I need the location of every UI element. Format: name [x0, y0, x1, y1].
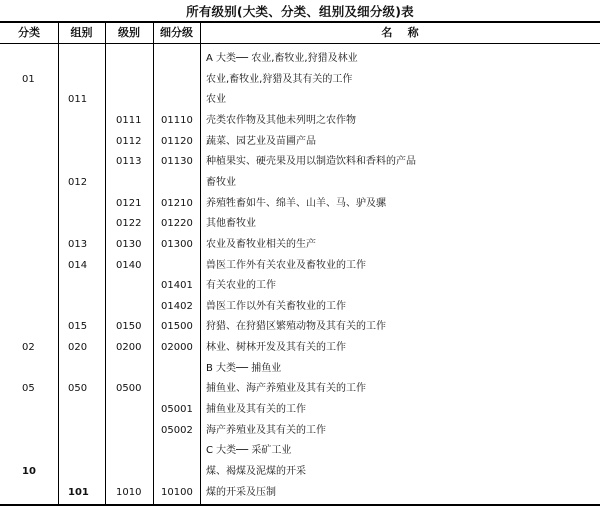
item-name: 兽医工作外有关农业及畜牧业的工作	[206, 259, 366, 271]
subclass-code: 01401	[161, 280, 193, 292]
category-code: 01	[22, 73, 35, 85]
subclass-code: 01110	[161, 114, 193, 126]
subclass-code: 01130	[161, 156, 193, 168]
item-name: 畜牧业	[206, 176, 236, 188]
item-name: B 大类── 捕鱼业	[206, 362, 282, 374]
table-row	[0, 359, 600, 379]
group-code	[68, 152, 108, 172]
group-code	[68, 111, 108, 131]
table-row	[0, 441, 600, 461]
item-name: 狩猎、在狩猎区繁殖动物及其有关的工作	[206, 321, 386, 333]
table-row	[0, 173, 600, 193]
table-row	[0, 194, 600, 214]
category-code: 02	[22, 342, 35, 354]
class-code	[116, 173, 156, 193]
subclass-code	[161, 359, 201, 379]
group-code: 011	[68, 94, 88, 106]
category-code	[22, 235, 62, 255]
group-code: 050	[68, 383, 88, 395]
subclass-code: 01300	[161, 238, 193, 250]
subclass-code: 01210	[161, 197, 193, 209]
class-code	[116, 49, 156, 69]
category-code	[22, 132, 62, 152]
table-row	[0, 379, 600, 399]
table-row	[0, 132, 600, 152]
class-code: 0140	[116, 259, 142, 271]
category-code	[22, 173, 62, 193]
table-row	[0, 421, 600, 441]
subclass-code: 01402	[161, 300, 193, 312]
group-code	[68, 132, 108, 152]
table-title: 所有级别(大类、分类、组别及细分级)表	[186, 4, 414, 19]
item-name: 农业,畜牧业,狩猎及其有关的工作	[206, 73, 353, 85]
item-name: 林业、树林开发及其有关的工作	[206, 342, 346, 354]
subclass-code: 01220	[161, 218, 193, 230]
subclass-code	[161, 379, 201, 399]
category-code	[22, 276, 62, 296]
class-code: 0130	[116, 238, 142, 250]
category-code	[22, 400, 62, 420]
table-row	[0, 400, 600, 420]
subclass-code: 05002	[161, 424, 193, 436]
class-code: 0122	[116, 218, 142, 230]
class-code: 0113	[116, 156, 142, 168]
item-name: 养殖牲畜如牛、绵羊、山羊、马、驴及骡	[206, 197, 386, 209]
category-code	[22, 359, 62, 379]
table-row	[0, 297, 600, 317]
subclass-code	[161, 256, 201, 276]
category-code	[22, 317, 62, 337]
class-code: 0150	[116, 321, 142, 333]
category-code	[22, 111, 62, 131]
class-code	[116, 400, 156, 420]
category-code: 05	[22, 383, 35, 395]
subclass-code: 01120	[161, 135, 193, 147]
group-code	[68, 214, 108, 234]
header-subclass: 细分级	[160, 26, 193, 39]
category-code	[22, 49, 62, 69]
header-class: 级别	[118, 26, 140, 39]
group-code	[68, 400, 108, 420]
table-row	[0, 462, 600, 482]
table-row	[0, 256, 600, 276]
class-code	[116, 421, 156, 441]
item-name: 兽医工作以外有关畜牧业的工作	[206, 300, 346, 312]
category-code	[22, 152, 62, 172]
group-code: 015	[68, 321, 88, 333]
header-group: 组别	[70, 26, 93, 39]
class-code: 0111	[116, 114, 142, 126]
class-code	[116, 462, 156, 482]
table-row	[0, 90, 600, 110]
table-row	[0, 70, 600, 90]
subclass-code	[161, 49, 201, 69]
item-name: 煤、褐煤及泥煤的开采	[206, 466, 306, 477]
group-code	[68, 359, 108, 379]
table-row	[0, 338, 600, 358]
item-name: 农业	[206, 94, 226, 106]
class-code: 1010	[116, 486, 142, 498]
category-code: 10	[22, 466, 36, 477]
class-code	[116, 359, 156, 379]
item-name: 有关农业的工作	[206, 280, 276, 292]
subclass-code	[161, 90, 201, 110]
category-code	[22, 90, 62, 110]
category-code	[22, 421, 62, 441]
class-code: 0200	[116, 342, 142, 354]
class-code	[116, 90, 156, 110]
category-code	[22, 441, 62, 461]
item-name: 农业及畜牧业相关的生产	[206, 238, 316, 250]
subclass-code: 10100	[161, 486, 193, 498]
item-name: 捕鱼业及其有关的工作	[206, 404, 306, 415]
group-code	[68, 297, 108, 317]
group-code	[68, 70, 108, 90]
table-row	[0, 276, 600, 296]
table-row	[0, 152, 600, 172]
subclass-code: 02000	[161, 342, 193, 354]
header-rule	[0, 43, 600, 44]
category-code	[22, 483, 62, 503]
subclass-code	[161, 441, 201, 461]
item-name: A 大类── 农业,畜牧业,狩猎及林业	[206, 53, 358, 64]
table-row	[0, 317, 600, 337]
table-row	[0, 49, 600, 69]
category-code	[22, 194, 62, 214]
top-rule	[0, 21, 600, 23]
table-row	[0, 235, 600, 255]
group-code	[68, 421, 108, 441]
group-code	[68, 194, 108, 214]
group-code: 101	[68, 486, 89, 498]
item-name: 捕鱼业、海产养殖业及其有关的工作	[206, 383, 366, 395]
table-row	[0, 483, 600, 503]
class-code	[116, 70, 156, 90]
category-code	[22, 297, 62, 317]
subclass-code: 01500	[161, 321, 193, 333]
table-row	[0, 214, 600, 234]
class-code: 0121	[116, 197, 142, 209]
group-code: 014	[68, 259, 88, 271]
group-code: 012	[68, 176, 88, 188]
item-name: 种植果实、硬壳果及用以制造饮料和香料的产品	[206, 156, 416, 168]
item-name: 其他畜牧业	[206, 218, 256, 230]
item-name: C 大类── 采矿工业	[206, 445, 292, 457]
table-row	[0, 111, 600, 131]
group-code	[68, 462, 108, 482]
item-name: 煤的开采及压制	[206, 486, 276, 498]
item-name: 蔬菜、园艺业及苗圃产品	[206, 135, 316, 147]
class-code: 0112	[116, 135, 142, 147]
group-code: 020	[68, 342, 88, 354]
group-code	[68, 49, 108, 69]
class-code	[116, 276, 156, 296]
subclass-code	[161, 70, 201, 90]
group-code	[68, 276, 108, 296]
subclass-code	[161, 462, 201, 482]
class-code: 0500	[116, 383, 142, 395]
bottom-rule	[0, 504, 600, 506]
subclass-code: 05001	[161, 404, 193, 415]
header-category: 分类	[18, 26, 40, 39]
class-code	[116, 297, 156, 317]
item-name: 海产养殖业及其有关的工作	[206, 424, 326, 436]
group-code	[68, 441, 108, 461]
category-code	[22, 214, 62, 234]
class-code	[116, 441, 156, 461]
header-name: 名 称	[381, 26, 419, 39]
group-code: 013	[68, 238, 88, 250]
category-code	[22, 256, 62, 276]
subclass-code	[161, 173, 201, 193]
item-name: 壳类农作物及其他未列明之农作物	[206, 114, 356, 126]
